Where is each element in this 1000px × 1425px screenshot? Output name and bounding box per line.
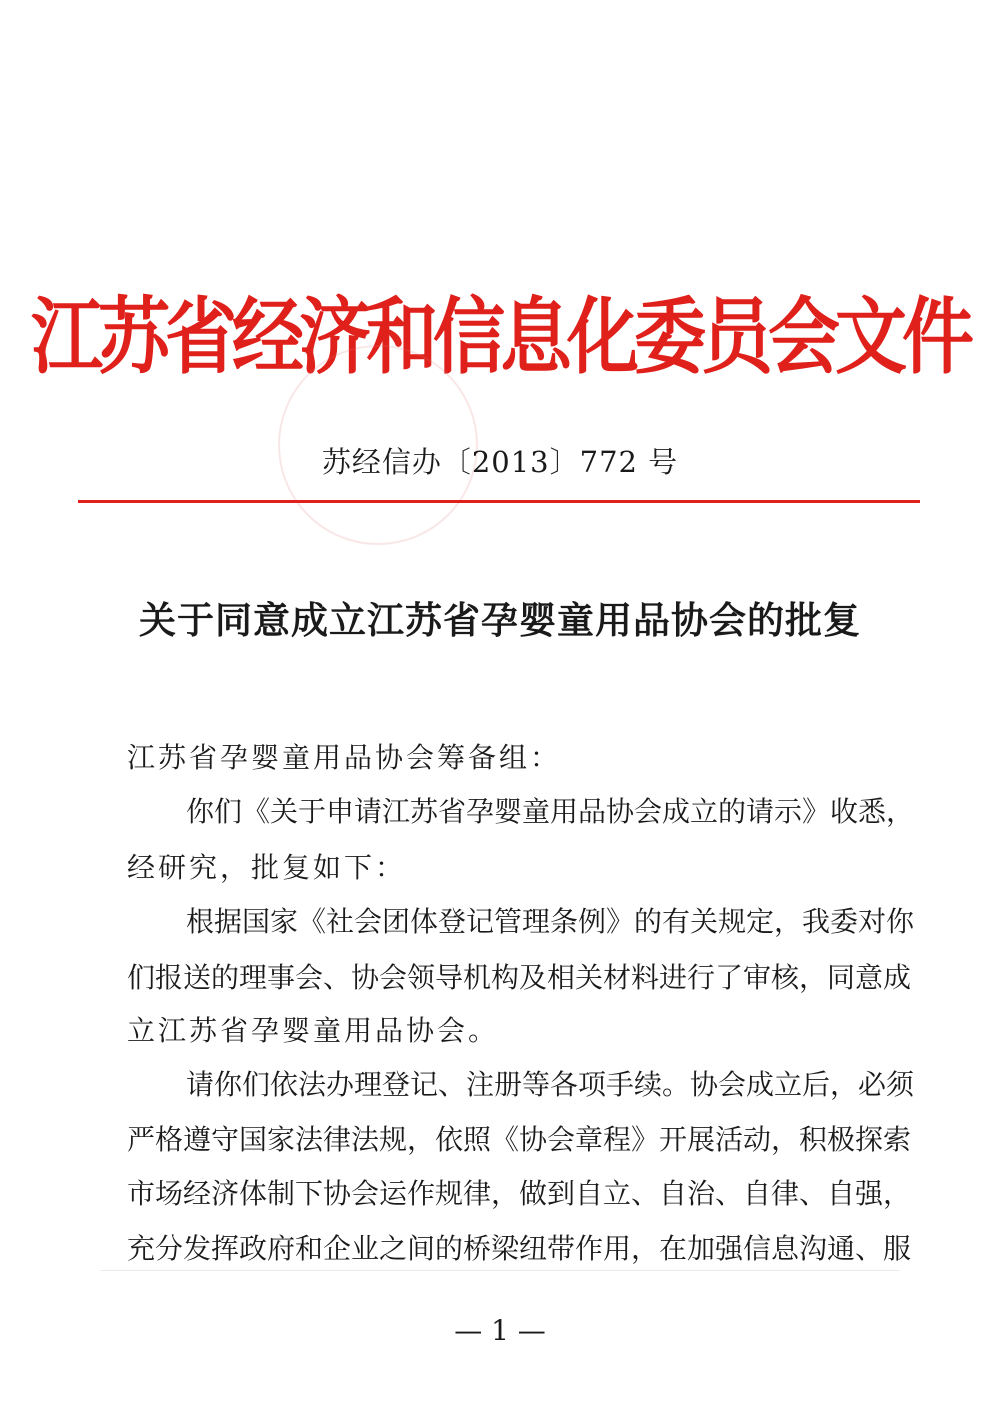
document-number: 苏经信办〔2013〕772 号 (321, 445, 679, 479)
body-line: 市场经济体制下协会运作规律，做到自立、自治、自律、自强， (127, 1177, 912, 1210)
body-line: 立江苏省孕婴童用品协会。 (127, 1014, 500, 1047)
addressee: 江苏省孕婴童用品协会筹备组： (127, 741, 562, 774)
document-header-title: 江苏省经济和信息化委员会文件 (30, 288, 969, 385)
body-line: 严格遵守国家法律法规，依照《协会章程》开展活动，积极探索 (127, 1123, 912, 1156)
body-line: 你们《关于申请江苏省孕婴童用品协会成立的请示》收悉， (186, 795, 915, 828)
body-line: 请你们依法办理登记、注册等各项手续。协会成立后，必须 (186, 1068, 915, 1101)
body-line: 根据国家《社会团体登记管理条例》的有关规定，我委对你 (186, 905, 915, 938)
body-line: 充分发挥政府和企业之间的桥梁纽带作用，在加强信息沟通、服 (127, 1232, 912, 1265)
footer-divider (100, 1270, 900, 1271)
document-subject: 关于同意成立江苏省孕婴童用品协会的批复 (139, 598, 861, 642)
red-separator-line (78, 500, 920, 503)
page-number: — 1 — (454, 1314, 546, 1347)
body-line: 经研究，批复如下： (127, 851, 407, 884)
body-line: 们报送的理事会、协会领导机构及相关材料进行了审核，同意成 (127, 961, 912, 994)
